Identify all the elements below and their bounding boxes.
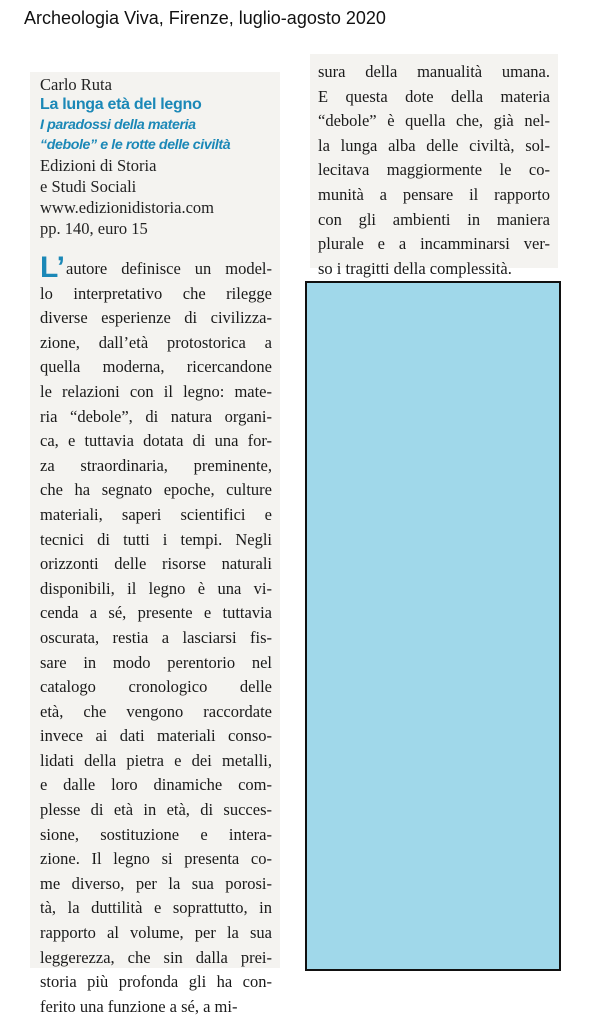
review-text-line: storia più profonda gli ha con- [40,972,272,992]
review-text-line: orizzonti delle risorse naturali [40,554,272,574]
review-text-line: oscurata, restia a lasciarsi fis- [40,627,272,647]
review-text-line: me diverso, per la sua porosi- [40,873,272,893]
review-text-line: quella moderna, ricercandone [40,357,272,377]
review-text-line: diverse esperienze di civilizza- [40,308,272,328]
review-text-line: rapporto al volume, per la sua [40,923,272,943]
review-text-line: munità a pensare il rapporto [318,184,550,204]
drop-cap: L’ [40,251,66,284]
review-text-line: ca, e tuttavia dotata di una for- [40,431,272,451]
review-text-line: tecnici di tutti i tempi. Negli [40,529,272,549]
review-text-line: zione, dall’età protostorica a [40,332,272,352]
review-text-line: so i tragitti della complessità. [318,258,512,278]
book-subtitle-line: I paradossi della materia [40,117,196,133]
review-text-line: plesse di età in età, di succes- [40,800,272,820]
source-caption: Archeologia Viva, Firenze, luglio-agosto 2020 [24,8,386,28]
publisher-line: e Studi Sociali [40,177,137,196]
review-text-line: età, che vengono raccordate [40,701,272,721]
review-text-line: zione. Il legno si presenta co- [40,849,272,869]
review-text-line: ria “debole”, di natura organi- [40,406,272,426]
review-text-line: E questa dote della materia [318,86,550,106]
review-text-line: disponibili, il legno è una vi- [40,578,272,598]
publisher-line: Edizioni di Storia [40,156,157,175]
pages-and-price: pp. 140, euro 15 [40,219,148,238]
review-text-line: lo interpretativo che rilegge [40,283,272,303]
review-first-line [40,251,272,284]
review-text-line: le relazioni con il legno: mate- [40,381,272,401]
review-right-lines [318,60,550,281]
review-text-line: invece ai dati materiali conso- [40,726,272,746]
review-text-line: sione, sostituzione e intera- [40,824,272,844]
book-title: La lunga età del legno [40,96,202,113]
image-placeholder [305,281,561,971]
review-text-line: sare in modo perentorio nel [40,652,272,672]
review-text-line: sura della manualità umana. [318,62,550,81]
review-text-line: la lunga alba delle civiltà, sol- [318,135,550,155]
left-column [40,74,272,1019]
right-column [318,60,550,281]
review-text-line: leggerezza, che sin dalla prei- [40,947,272,967]
review-text-line: za straordinaria, preminente, [40,455,272,475]
book-subtitle-line: “debole” e le rotte delle civiltà [40,137,231,153]
review-text-line: ferito una funzione a sé, a mi- [40,996,238,1016]
review-body [40,251,272,1019]
review-text-line: lidati della pietra e dei metalli, [40,750,272,770]
review-first-line-text: autore definisce un model- [66,259,272,278]
review-left-lines [40,282,272,1019]
review-text-line: catalogo cronologico delle [40,677,272,697]
author-name: Carlo Ruta [40,75,112,94]
review-text-line: plurale e a incamminarsi ver- [318,234,550,254]
review-text-line: “debole” è quella che, già nel- [318,111,550,131]
publisher-website: www.edizionidistoria.com [40,198,214,217]
review-text-line: e dalle loro dinamiche com- [40,775,272,795]
review-text-line: lecitava maggiormente le co- [318,160,550,180]
review-text-line: materiali, saperi scientifici e [40,504,272,524]
review-text-line: tà, la duttilità e soprattutto, in [40,898,272,918]
review-text-line: che ha segnato epoche, culture [40,480,272,500]
review-text-line: con gli ambienti in maniera [318,209,550,229]
review-text-line: cenda a sé, presente e tuttavia [40,603,272,623]
